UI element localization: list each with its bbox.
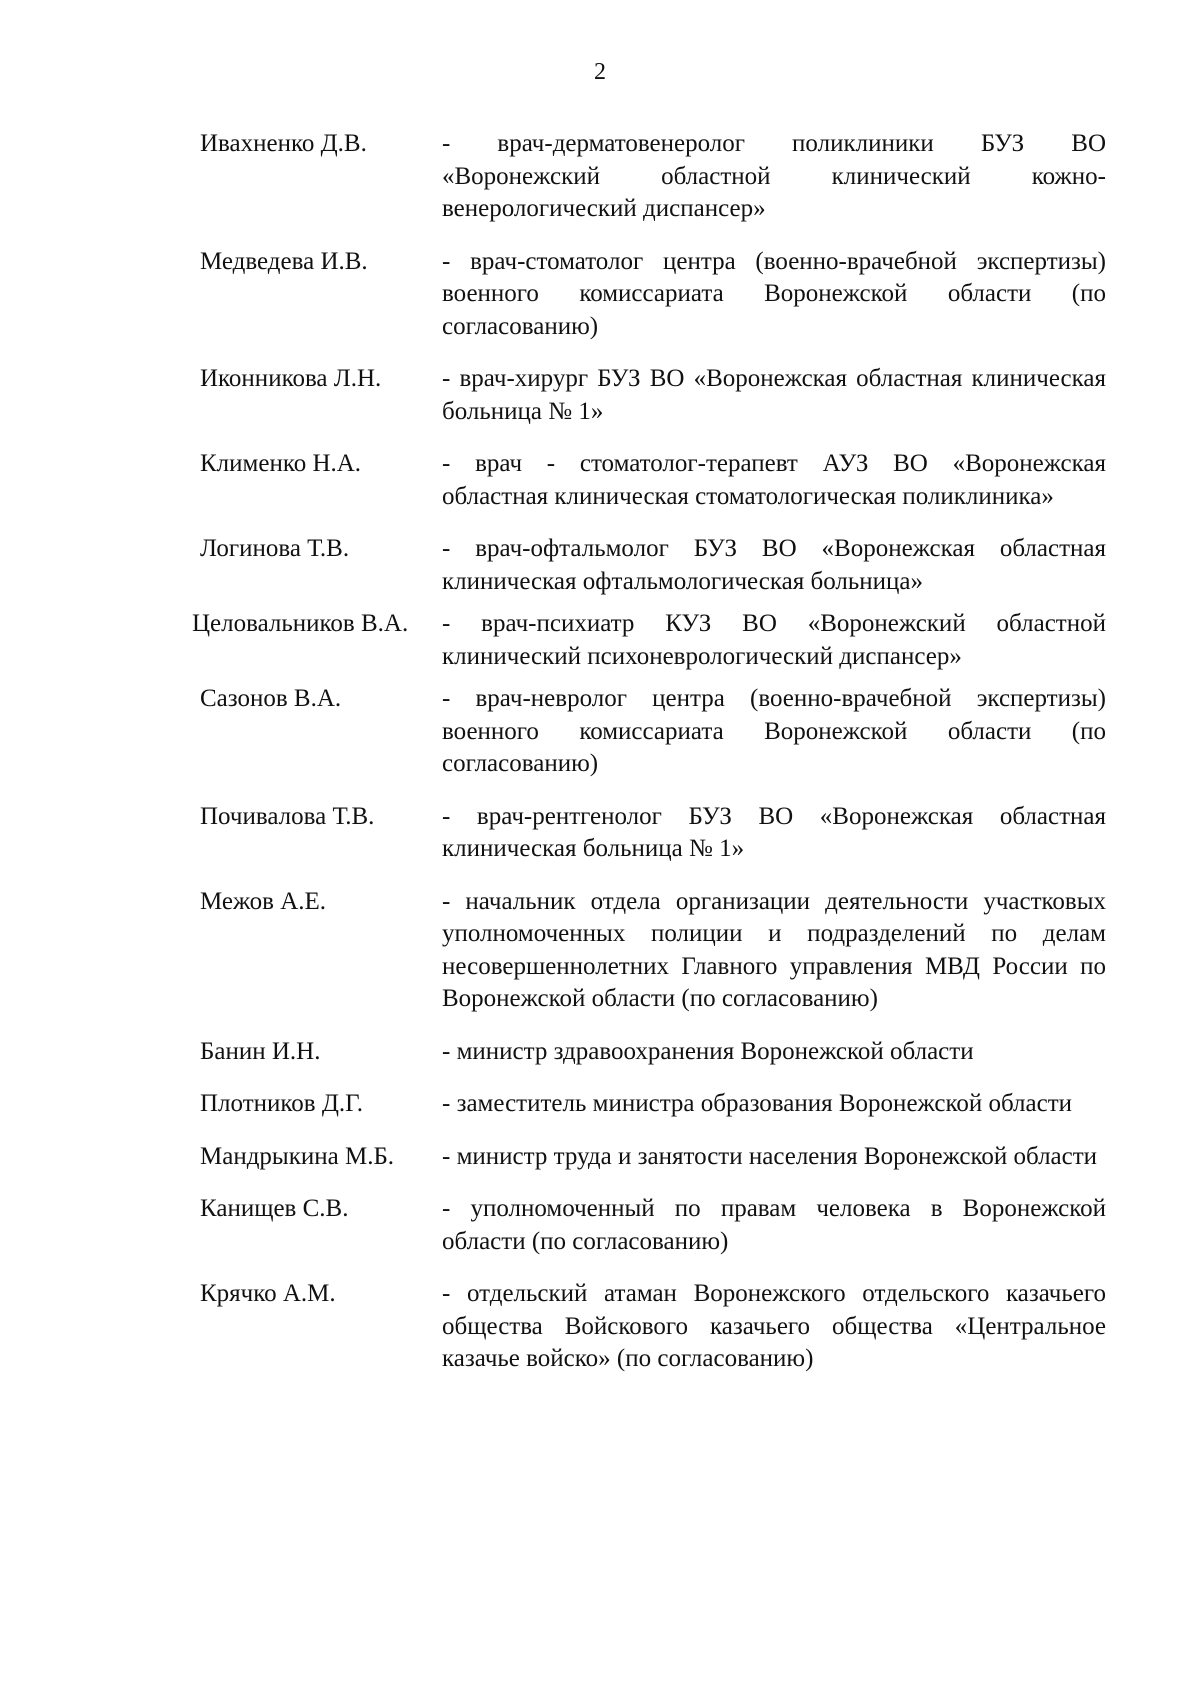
member-row <box>0 363 1200 428</box>
member-row <box>0 683 1200 781</box>
member-row <box>0 1036 1200 1069</box>
member-position: - министр труда и занятости населения Воронежской области <box>442 1142 1098 1170</box>
member-position: - врач-рентгенолог БУЗ ВО «Воронежская областная клиническая больница № 1» <box>442 802 1106 862</box>
member-name: Межов А.Е. <box>200 887 327 915</box>
member-row <box>0 448 1200 513</box>
member-position: - уполномоченный по правам человека в Воронежской области (по согласованию) <box>442 1195 1106 1255</box>
member-position: - врач-дерматовенеролог поликлиники БУЗ ВО «Воронежский областной клинический кожно-венерологический диспансер» <box>442 130 1106 222</box>
member-position: - врач-стоматолог центра (военно-врачебной экспертизы) военного комиссариата Воронежской области (по согласованию) <box>442 247 1106 340</box>
member-row <box>0 801 1200 866</box>
member-row <box>0 1278 1200 1376</box>
member-row <box>0 608 1200 673</box>
member-position: - начальник отдела организации деятельности участковых уполномоченных полиции и подразделений по делам несовершеннолетних Главного управления МВД России по Воронежской области (по согласованию) <box>442 887 1106 1012</box>
member-name: Клименко Н.А. <box>200 450 362 477</box>
member-name: Логинова Т.В. <box>200 535 350 562</box>
member-row <box>0 128 1200 226</box>
member-row <box>0 533 1200 598</box>
member-name: Ивахненко Д.В. <box>200 130 367 157</box>
page-number: 2 <box>594 59 606 85</box>
member-position: - отдельский атаман Воронежского отдельского казачьего общества Войскового казачьего общества «Центральное казачье войско» (по согласованию) <box>442 1280 1106 1372</box>
member-row <box>0 246 1200 344</box>
member-name: Мандрыкина М.Б. <box>200 1142 395 1170</box>
member-row <box>0 886 1200 1016</box>
member-name: Канищев С.В. <box>200 1195 349 1222</box>
member-name: Крячко А.М. <box>200 1280 336 1307</box>
member-name: Почивалова Т.В. <box>200 802 375 830</box>
member-row <box>0 1193 1200 1258</box>
member-name: Медведева И.В. <box>200 247 368 275</box>
member-position: - врач-невролог центра (военно-врачебной экспертизы) военного комиссариата Воронежской области (по согласованию) <box>442 685 1106 777</box>
member-row <box>0 1141 1200 1174</box>
member-position: - министр здравоохранения Воронежской области <box>442 1037 974 1065</box>
member-name: Сазонов В.А. <box>200 685 342 712</box>
member-name: Банин И.Н. <box>200 1037 321 1065</box>
members-list <box>0 128 1200 1376</box>
member-name: Целовальников В.А. <box>192 610 409 637</box>
member-name: Плотников Д.Г. <box>200 1090 364 1117</box>
member-position: - заместитель министра образования Воронежской области <box>442 1090 1073 1117</box>
member-position: - врач-психиатр КУЗ ВО «Воронежский областной клинический психоневрологический диспансер» <box>442 610 1106 670</box>
member-position: - врач - стоматолог-терапевт АУЗ ВО «Воронежская областная клиническая стоматологическая поликлиника» <box>442 450 1106 510</box>
member-position: - врач-хирург БУЗ ВО «Воронежская областная клиническая больница № 1» <box>442 365 1106 425</box>
member-position: - врач-офтальмолог БУЗ ВО «Воронежская областная клиническая офтальмологическая больница» <box>442 535 1106 595</box>
member-name: Иконникова Л.Н. <box>200 365 382 392</box>
member-row <box>0 1088 1200 1121</box>
